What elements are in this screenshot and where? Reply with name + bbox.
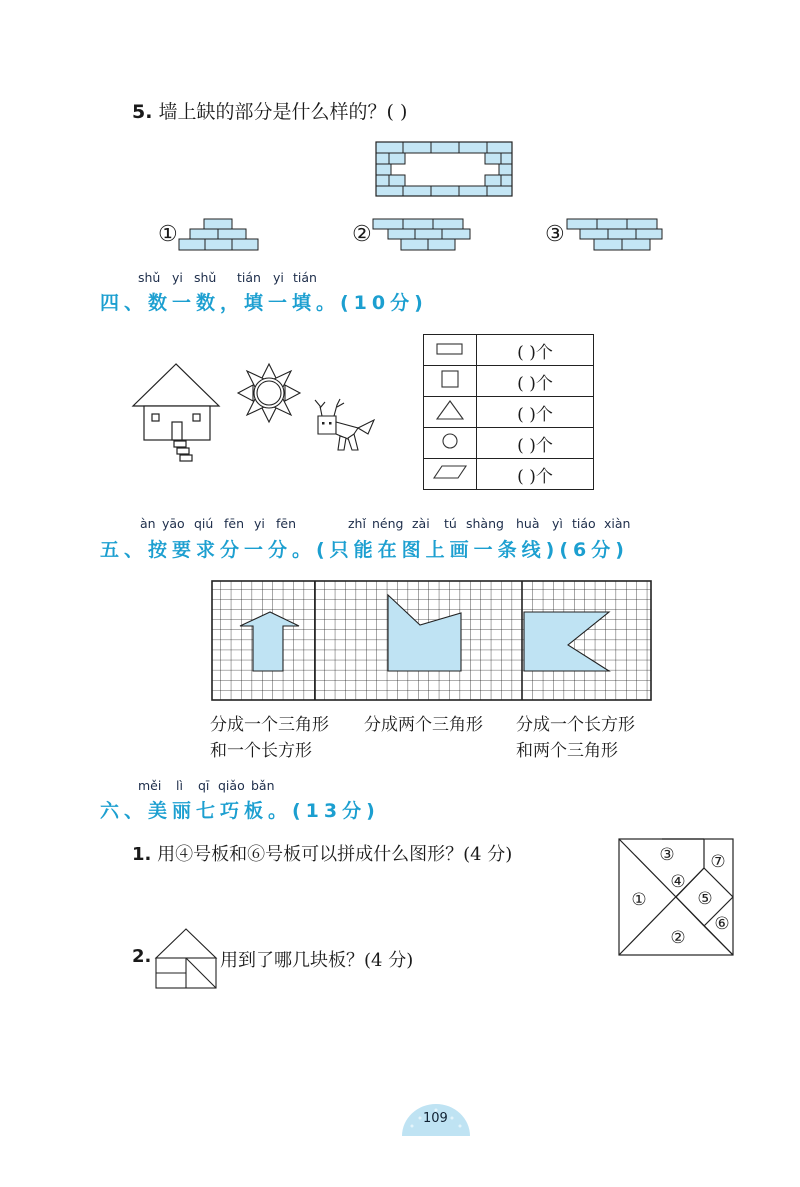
table-row: [424, 397, 594, 428]
wall-with-gap: [375, 141, 513, 197]
section4-title: 四、数一数，填一填。(10分): [100, 292, 428, 314]
section5-title: 五、按要求分一分。(只能在图上画一条线)(6分): [100, 539, 629, 561]
table-row: [424, 335, 594, 366]
pinyin: fēn: [224, 516, 245, 531]
question-number: 5.: [132, 101, 153, 123]
pinyin: fēn: [276, 516, 297, 531]
option-3-label: ③: [545, 222, 565, 247]
caption-line: 和一个长方形: [210, 741, 312, 761]
triangle-icon: [424, 397, 477, 428]
tangram-square: [617, 837, 735, 957]
pinyin: zhǐ: [348, 516, 366, 531]
pinyin: tú: [444, 516, 457, 531]
caption-line: 分成一个三角形: [210, 715, 329, 735]
rectangle-icon: [424, 335, 477, 366]
caption-1: [210, 712, 329, 764]
answer-blank[interactable]: ( )个: [477, 366, 594, 397]
house-tangram-figure: [154, 927, 218, 991]
pinyin: tiáo: [572, 516, 596, 531]
deer-figure: [312, 394, 382, 452]
tangram-label-4: ④: [670, 872, 686, 892]
pinyin: qī: [198, 778, 210, 793]
parallelogram-icon: [424, 459, 477, 490]
caption-2: [364, 712, 483, 738]
question-text: 墙上缺的部分是什么样的？( ): [158, 101, 408, 123]
question-number: 2.: [132, 946, 152, 967]
square-icon: [424, 366, 477, 397]
answer-blank[interactable]: ( )个: [477, 397, 594, 428]
sun-figure: [236, 362, 302, 424]
tangram-label-1: ①: [631, 890, 647, 910]
answer-blank[interactable]: ( )个: [477, 335, 594, 366]
pinyin: huà: [516, 516, 540, 531]
pinyin: qiǎo: [218, 778, 245, 793]
caption-line: 分成两个三角形: [364, 715, 483, 735]
question-number: 1.: [132, 844, 152, 865]
option-2-bricks[interactable]: [372, 218, 472, 252]
pinyin: xiàn: [604, 516, 631, 531]
pinyin: shǔ: [194, 270, 217, 285]
table-row: [424, 459, 594, 490]
pinyin: měi: [138, 778, 162, 793]
tangram-label-5: ⑤: [697, 889, 713, 909]
tangram-label-6: ⑥: [714, 914, 730, 934]
tangram-label-7: ⑦: [710, 852, 726, 872]
section6-title: 六、美丽七巧板。(13分): [100, 800, 380, 822]
caption-line: 和两个三角形: [516, 741, 618, 761]
pinyin: zài: [412, 516, 430, 531]
pinyin: àn: [140, 516, 156, 531]
table-row: [424, 366, 594, 397]
pinyin: tián: [293, 270, 317, 285]
pinyin: shǔ: [138, 270, 161, 285]
option-2-label: ②: [352, 222, 372, 247]
tangram-label-2: ②: [670, 928, 686, 948]
pinyin: yì: [552, 516, 563, 531]
circle-icon: [424, 428, 477, 459]
house-figure: [130, 360, 222, 470]
division-grid[interactable]: [210, 579, 654, 703]
pinyin: bǎn: [251, 778, 275, 793]
caption-line: 分成一个长方形: [516, 715, 635, 735]
answer-blank[interactable]: ( )个: [477, 428, 594, 459]
tangram-label-3: ③: [659, 845, 675, 865]
option-1-bricks[interactable]: [178, 218, 260, 252]
pinyin: yi: [172, 270, 183, 285]
pinyin: néng: [372, 516, 404, 531]
option-1-label: ①: [158, 222, 178, 247]
pinyin: qiú: [194, 516, 214, 531]
table-row: [424, 428, 594, 459]
section6-question-1: [132, 840, 512, 866]
pinyin: yi: [273, 270, 284, 285]
pinyin: shàng: [466, 516, 504, 531]
answer-blank[interactable]: ( )个: [477, 459, 594, 490]
question-5: [132, 97, 407, 124]
page-number: 109: [423, 1111, 448, 1126]
pinyin: yāo: [162, 516, 185, 531]
pinyin: tián: [237, 270, 261, 285]
caption-3: [516, 712, 635, 764]
option-3-bricks[interactable]: [566, 218, 664, 252]
question-text: 用④号板和⑥号板可以拼成什么图形？(4 分): [157, 844, 513, 865]
pinyin: lì: [176, 778, 183, 793]
section6-question-2-number: [132, 946, 151, 967]
pinyin: yi: [254, 516, 265, 531]
shape-count-table: [423, 334, 594, 490]
section6-question-2-text: 用到了哪几块板？(4 分): [220, 950, 414, 971]
